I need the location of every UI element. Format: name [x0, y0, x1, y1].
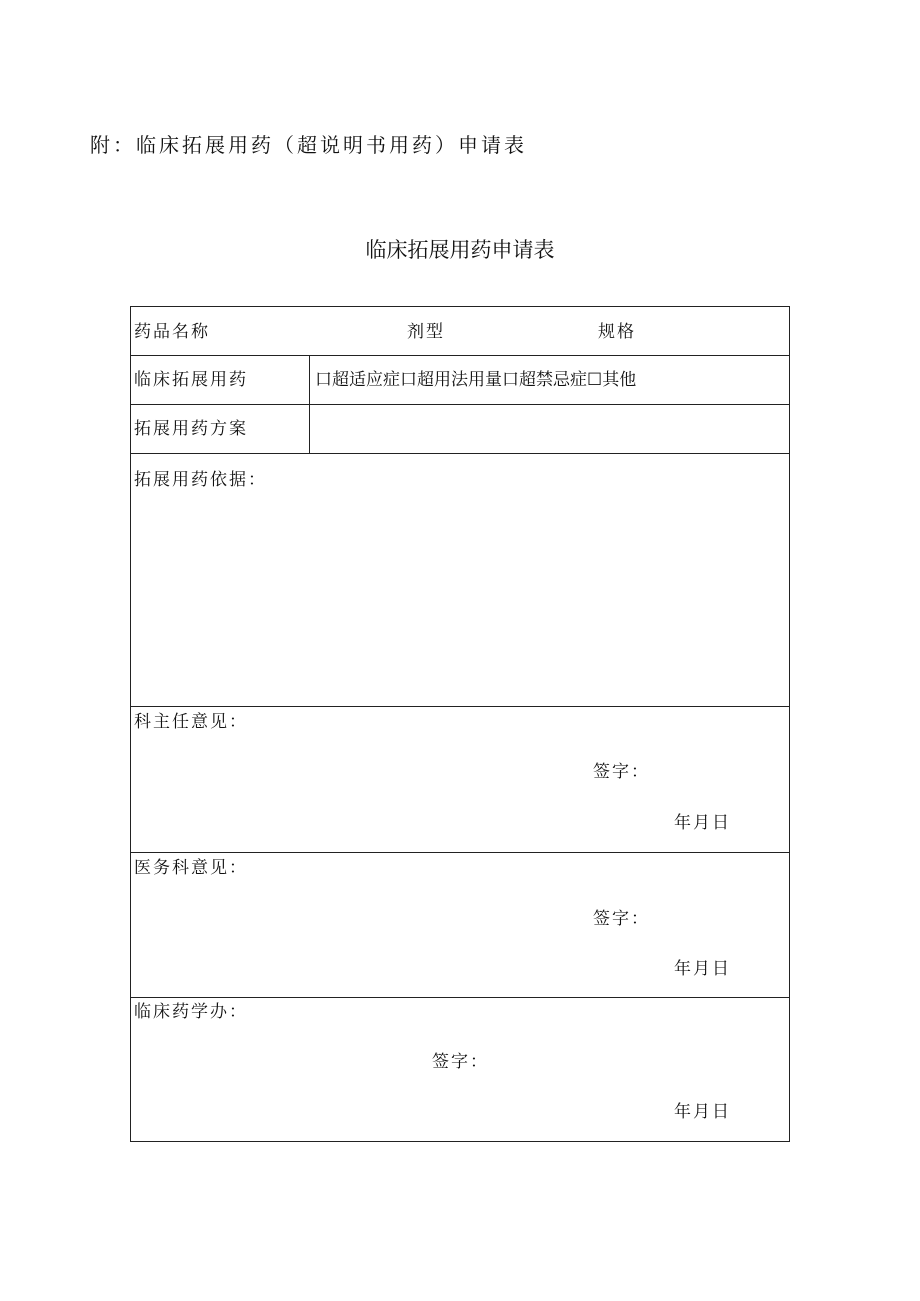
drug-info-row	[131, 307, 789, 356]
extended-use-basis-row[interactable]	[131, 454, 789, 707]
clinical-pharmacy-label: 临床药学办：	[134, 1002, 248, 1022]
extended-use-basis-label: 拓展用药依据：	[134, 470, 267, 490]
clinical-pharmacy-row[interactable]	[131, 998, 789, 1141]
column-divider	[309, 356, 310, 404]
clinical-pharmacy-signature-label: 签字：	[432, 1052, 489, 1072]
application-form-table	[130, 306, 790, 1142]
medical-affairs-signature-label: 签字：	[593, 909, 650, 929]
extended-use-plan-label: 拓展用药方案	[134, 419, 248, 439]
director-date-label: 年月日	[674, 813, 731, 833]
medical-affairs-opinion-row[interactable]	[131, 853, 789, 998]
clinical-pharmacy-date-label: 年月日	[674, 1102, 731, 1122]
director-opinion-row[interactable]	[131, 707, 789, 853]
extended-use-type-row	[131, 356, 789, 405]
column-divider	[309, 405, 310, 453]
attachment-heading: 附：临床拓展用药（超说明书用药）申请表	[90, 133, 527, 157]
medical-affairs-date-label: 年月日	[674, 959, 731, 979]
director-opinion-label: 科主任意见：	[134, 712, 248, 732]
extended-use-type-label: 临床拓展用药	[134, 370, 248, 390]
medical-affairs-opinion-label: 医务科意见：	[134, 858, 248, 878]
extended-use-options[interactable]: 口超适应症口超用法用量口超禁忌症☐其他	[315, 370, 637, 390]
dosage-form-label: 剂型	[407, 322, 445, 342]
extended-use-plan-row	[131, 405, 789, 454]
drug-name-label: 药品名称	[134, 322, 210, 342]
director-signature-label: 签字：	[593, 762, 650, 782]
form-title: 临床拓展用药申请表	[365, 238, 555, 262]
spec-label: 规格	[598, 322, 636, 342]
